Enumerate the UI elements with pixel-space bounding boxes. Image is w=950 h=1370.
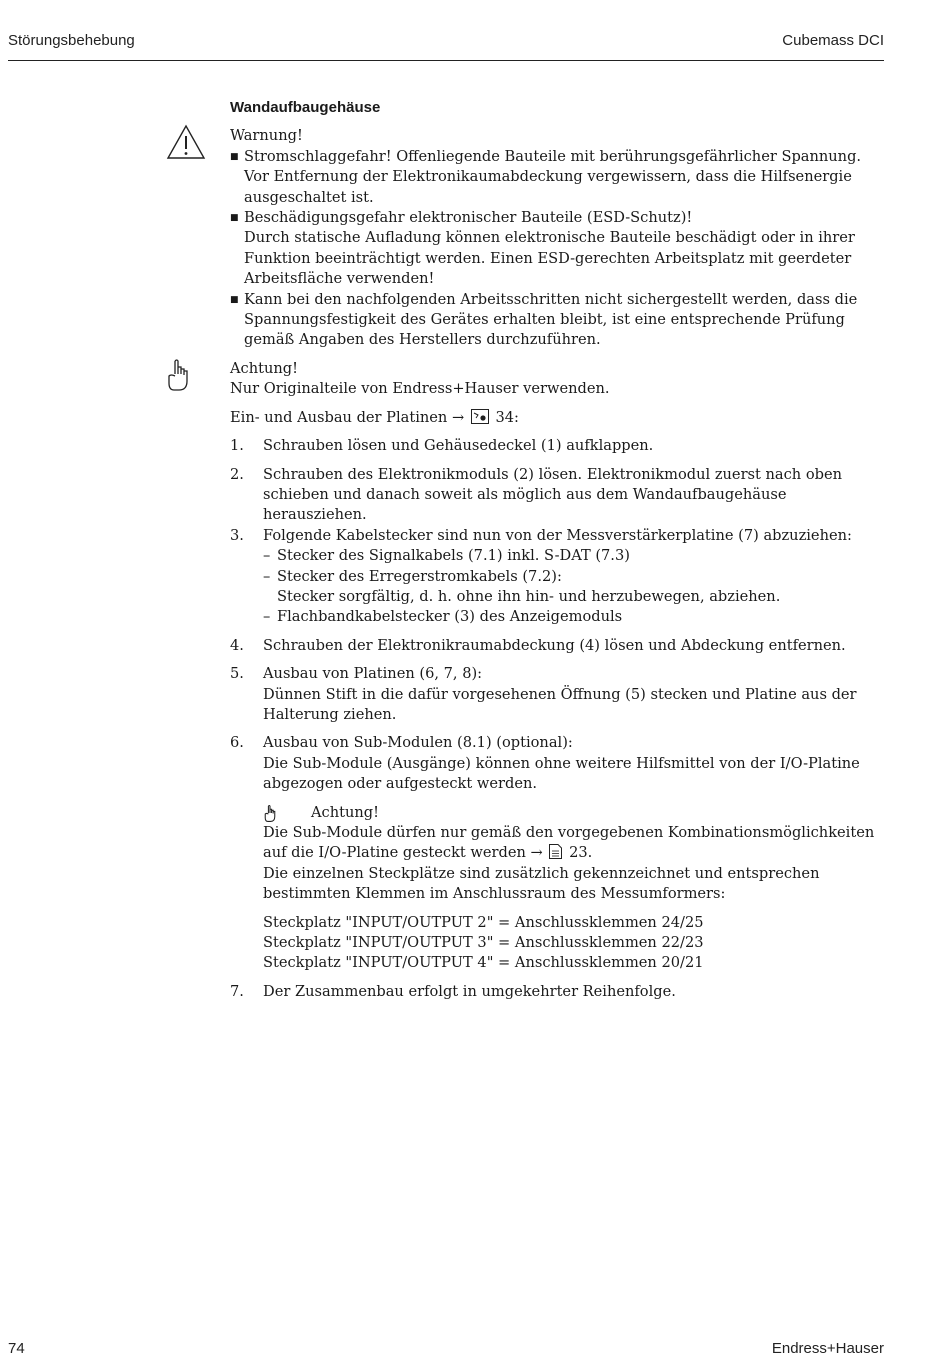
step-item [230,526,882,628]
step-text: Schrauben des Elektronikmoduls (2) lösen. Elektronikmodul zuerst nach oben schieben und danach soweit als möglich aus dem Wandaufbaugehäuse herausziehen. [263,465,843,524]
step-text: Ausbau von Sub-Modulen (8.1) (optional): [263,734,573,752]
sub-step: – Flachbandkabelstecker (3) des Anzeigemoduls [263,607,882,627]
page-number: 74 [8,1340,25,1357]
step-text: Der Zusammenbau erfolgt in umgekehrter Reihenfolge. [263,982,676,1000]
step-text: Schrauben lösen und Gehäusedeckel (1) aufklappen. [263,437,654,455]
slot-mapping: Steckplatz "INPUT/OUTPUT 2" = Anschlussklemmen 24/25 [263,913,704,931]
section-title: Wandaufbaugehäuse [230,99,381,116]
step-number: 5. [230,665,244,683]
header-rule [8,60,884,61]
figure-reference-number: 34: [495,408,519,426]
caution-text: Nur Originalteile von Endress+Hauser verwenden. [230,380,610,398]
footer-brand: Endress+Hauser [771,1340,884,1357]
step-text: Folgende Kabelstecker sind nun von der Messverstärkerplatine (7) abzuziehen: [263,526,852,544]
warning-block [230,126,882,350]
warning-label: Warnung! [230,127,303,145]
inline-caution-detail: Die einzelnen Steckplätze sind zusätzlich gekennzeichnet und entsprechen bestimmten Klemmen im Anschlussraum des Messumformers: [263,864,820,903]
warning-list [230,147,882,351]
pointing-hand-icon [166,359,190,393]
warning-item-headline: ■ Beschädigungsgefahr elektronischer Bauteile (ESD-Schutz)! [244,209,693,227]
inline-caution-text [263,823,882,864]
sub-step: – Stecker des Signalkabels (7.1) inkl. S-DAT (7.3) [263,546,882,566]
warning-triangle-icon [166,124,206,160]
slot-mapping: Steckplatz "INPUT/OUTPUT 4" = Anschlussklemmen 20/21 [263,954,704,972]
intro-line [230,408,882,428]
main-content [230,98,882,1002]
step-detail: Die Sub-Module (Ausgänge) können ohne weitere Hilfsmittel von der I/O-Platine abgezogen oder aufgesteckt werden. [263,754,860,793]
inline-caution [263,803,882,823]
step-item [230,436,882,456]
step-item [230,636,882,656]
step-item [230,982,882,1002]
page-reference-icon [549,844,562,859]
intro-text: Ein- und Ausbau der Platinen → [230,408,465,426]
step-number: 3. [230,526,244,544]
sub-step: – Stecker des Erregerstromkabels (7.2): [263,567,882,587]
step-item [230,733,882,973]
step-text: Ausbau von Platinen (6, 7, 8): [263,665,483,683]
running-header-product: Cubemass DCI [782,32,884,49]
page-reference-number: 23. [569,844,593,862]
slot-mapping: Steckplatz "INPUT/OUTPUT 3" = Anschlussklemmen 22/23 [263,934,704,952]
figure-reference-icon [471,409,489,424]
warning-item-detail: Vor Entfernung der Elektronikaumabdeckung vergewissern, dass die Hilfsenergie ausgeschaltet ist. [244,168,852,206]
step-number: 2. [230,465,244,483]
step-number: 6. [230,734,244,752]
warning-item [230,208,882,290]
step-item [230,465,882,526]
warning-item [230,290,882,351]
running-header-chapter: Störungsbehebung [8,32,135,49]
caution-block [230,359,882,400]
inline-caution-sentence: Die Sub-Module dürfen nur gemäß den vorgegebenen Kombinationsmöglichkeiten auf die I/O-Platine gesteckt werden → [263,824,875,862]
warning-item-headline: ■ Stromschlaggefahr! Offenliegende Bauteile mit berührungsgefährlicher Spannung. [244,147,862,165]
warning-item-headline: ■ Kann bei den nachfolgenden Arbeitsschritten nicht sichergestellt werden, dass die Spannungsfestigkeit des Gerätes erhalten bleibt, ist eine entsprechende Prüfung gemäß Angaben des Herstellers durchzuführen. [244,290,858,349]
procedure-steps [230,436,882,1002]
sub-step-note: Stecker sorgfältig, d. h. ohne ihn hin- und herzubewegen, abziehen. [277,587,781,605]
step-number: 7. [230,982,244,1000]
step-item [230,664,882,725]
caution-label: Achtung! [230,359,298,377]
step-number: 4. [230,636,244,654]
pointing-hand-icon [263,805,277,823]
step-text: Schrauben der Elektronikraumabdeckung (4) lösen und Abdeckung entfernen. [263,636,846,654]
step-number: 1. [230,437,244,455]
warning-item [230,147,882,208]
inline-caution-label: Achtung! [311,803,379,821]
step-detail: Dünnen Stift in die dafür vorgesehenen Öffnung (5) stecken und Platine aus der Halterung ziehen. [263,685,857,723]
warning-item-detail: Durch statische Aufladung können elektronische Bauteile beschädigt oder in ihrer Funktion beeinträchtigt werden. Einen ESD-gerechten Arbeitsplatz mit geerdeter Arbeitsfläche verwenden! [244,229,855,288]
